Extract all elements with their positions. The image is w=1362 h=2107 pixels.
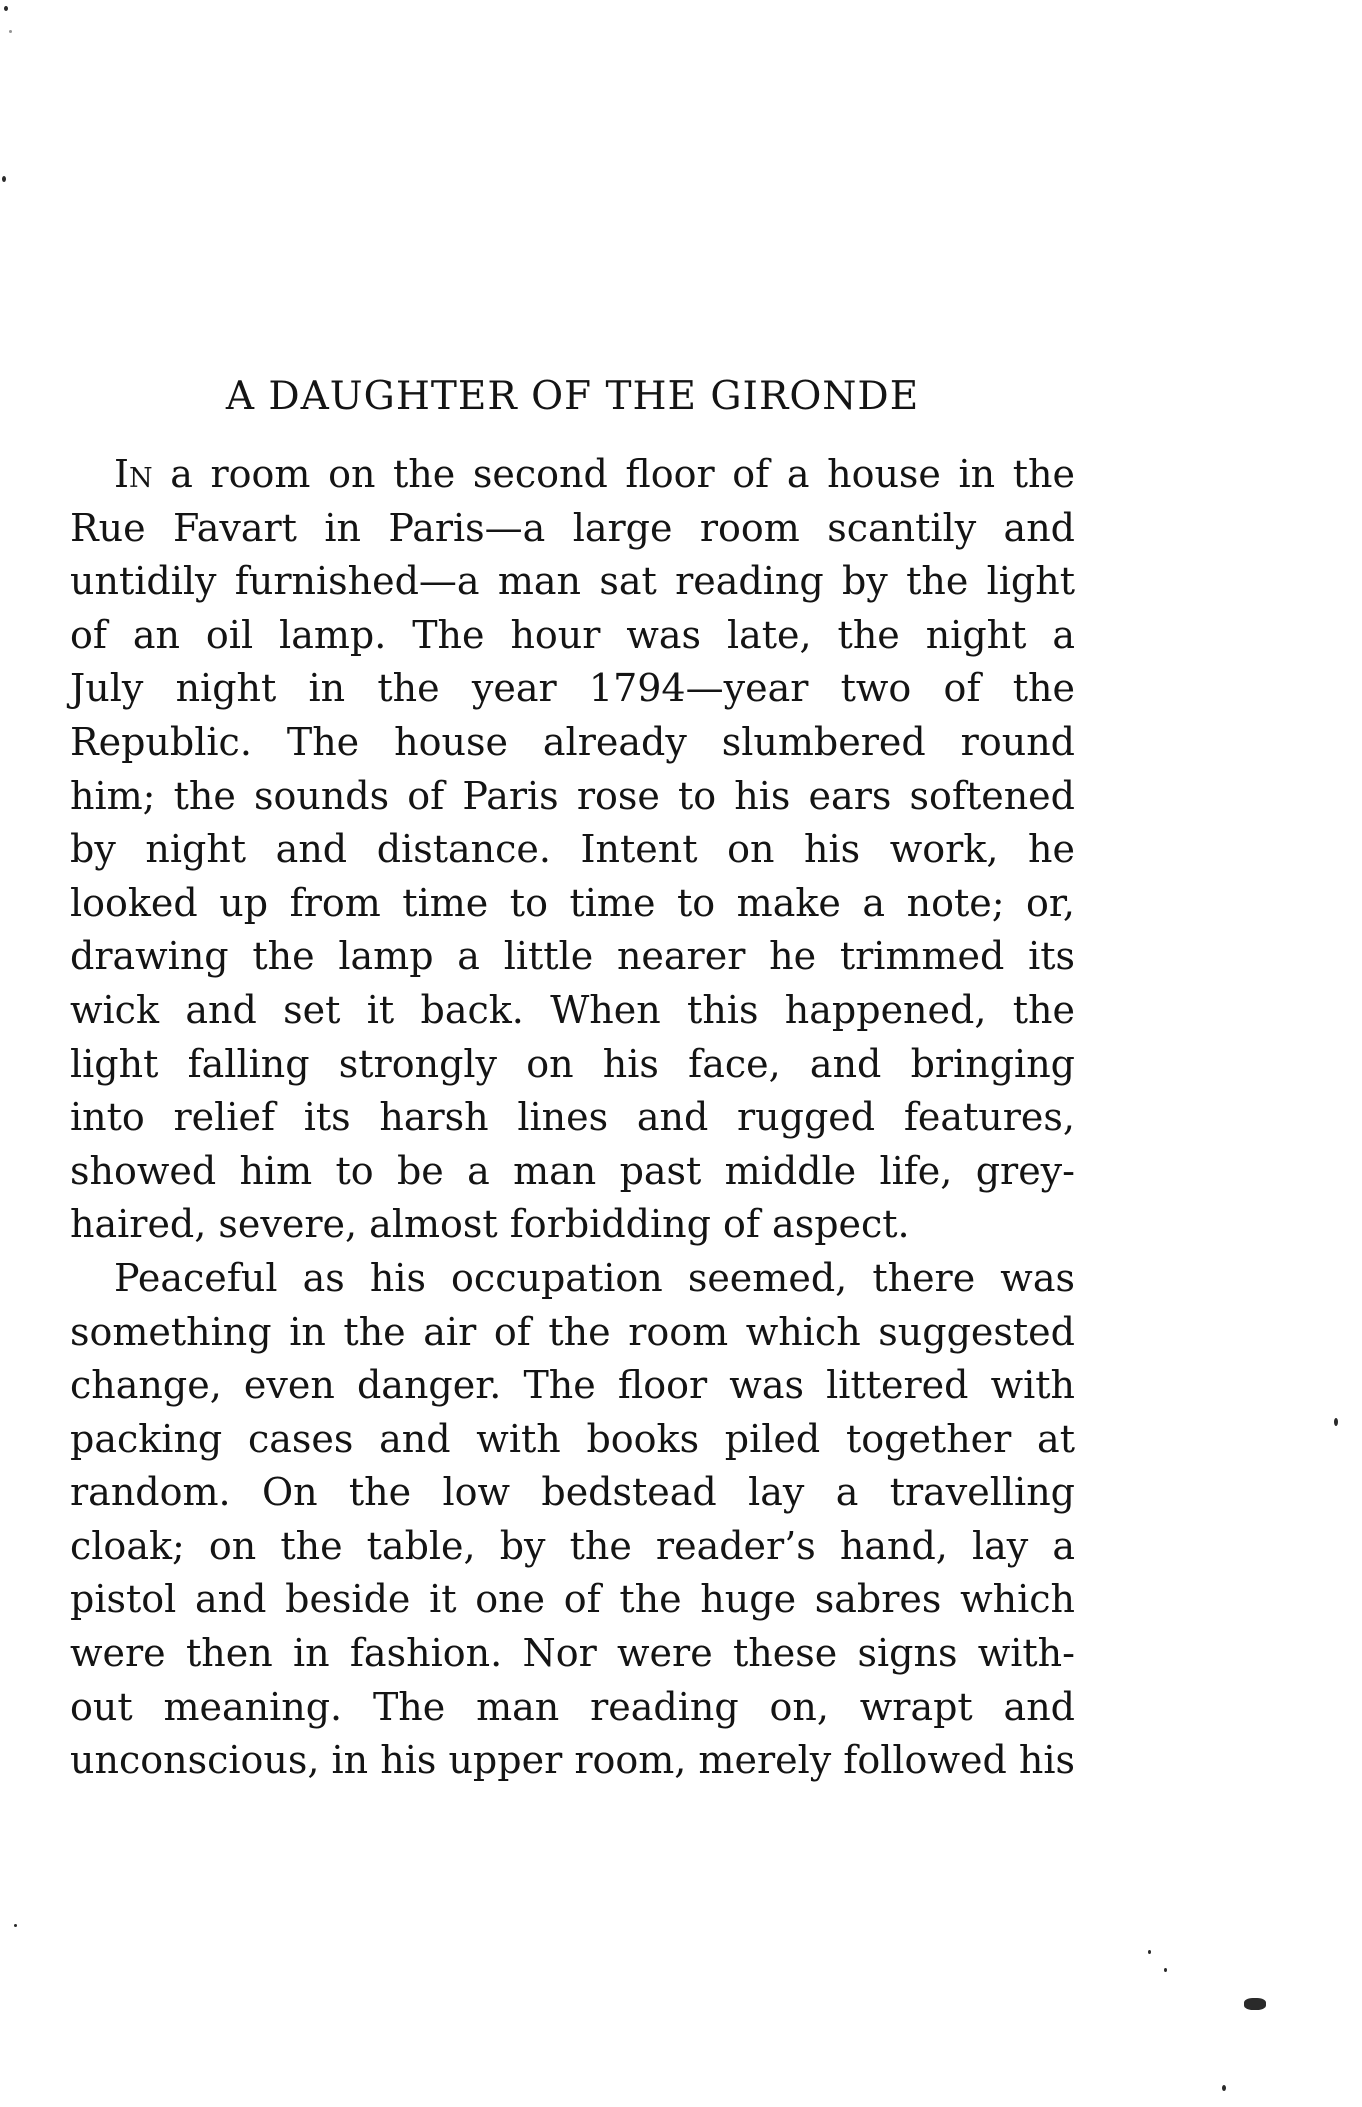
paragraph-1-line: Rue Favart in Paris—a large room scantily and: [70, 505, 1075, 550]
paragraph-2-line: change, even danger. The floor was littered with: [70, 1363, 1075, 1408]
paragraph-2-line: unconscious, in his upper room, merely followed his: [70, 1738, 1075, 1783]
paragraph-1-line: of an oil lamp. The hour was late, the night a: [70, 612, 1075, 657]
scan-speck: [1244, 1998, 1266, 2010]
paragraph-2-line: pistol and beside it one of the huge sabres which: [70, 1577, 1075, 1622]
paragraph-1-line: [70, 448, 1075, 502]
paragraph-1-line: untidily furnished—a man sat reading by the light: [70, 559, 1075, 604]
paragraph-1-line: light falling strongly on his face, and bringing: [70, 1041, 1075, 1086]
scan-speck: [1222, 2085, 1226, 2091]
paragraph-1-line: drawing the lamp a little nearer he trimmed its: [70, 934, 1075, 979]
paragraph-2-line: cloak; on the table, by the reader’s hand, lay a: [70, 1523, 1075, 1568]
paragraph-2-line: were then in fashion. Nor were these signs with-: [70, 1631, 1075, 1676]
paragraph-1-line: Republic. The house already slumbered round: [70, 719, 1075, 764]
body-text: [70, 448, 1075, 1788]
paragraph-1-line: into relief its harsh lines and rugged features,: [70, 1095, 1075, 1140]
paragraph-1-line-text: a room on the second floor of a house in the: [152, 452, 1075, 496]
scan-speck: [9, 30, 12, 33]
scan-speck: [2, 176, 6, 182]
scan-speck: [1148, 1950, 1151, 1954]
paragraph-1-line: him; the sounds of Paris rose to his ears softened: [70, 773, 1075, 818]
paragraph-1-line: by night and distance. Intent on his work, he: [70, 827, 1075, 872]
drop-word: In: [114, 452, 153, 496]
paragraph-1-line: wick and set it back. When this happened, the: [70, 987, 1075, 1032]
paragraph-1-line: showed him to be a man past middle life, grey-: [70, 1148, 1075, 1193]
scan-speck: [1334, 1418, 1338, 1426]
scan-speck: [14, 1924, 17, 1927]
paragraph-1-line: looked up from time to time to make a note; or,: [70, 880, 1075, 925]
paragraph-2-line: packing cases and with books piled together at: [70, 1416, 1075, 1461]
scan-speck: [4, 6, 8, 11]
scan-speck: [1164, 1968, 1167, 1972]
chapter-title: A DAUGHTER OF THE GIRONDE: [225, 374, 920, 419]
paragraph-1-line: haired, severe, almost forbidding of aspect.: [70, 1202, 910, 1247]
paragraph-2-line: Peaceful as his occupation seemed, there was: [114, 1255, 1075, 1300]
paragraph-1-line: July night in the year 1794—year two of the: [70, 666, 1075, 711]
paragraph-2-line: random. On the low bedstead lay a travelling: [70, 1470, 1075, 1515]
paragraph-2-line: something in the air of the room which suggested: [70, 1309, 1075, 1354]
paragraph-2-line: out meaning. The man reading on, wrapt and: [70, 1684, 1075, 1729]
